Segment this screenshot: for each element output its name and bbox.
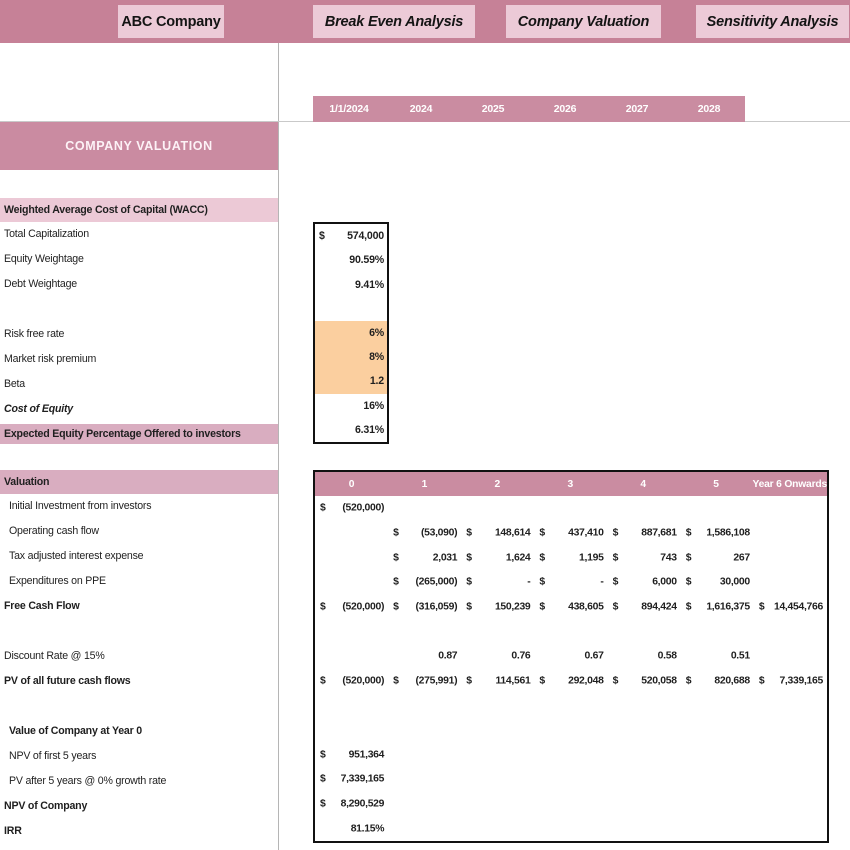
cell-value: 887,681 <box>641 527 677 539</box>
table-cell-empty[interactable] <box>608 693 681 718</box>
column-gridline <box>278 43 279 850</box>
row-label-expenditures-on-ppe: Expenditures on PPE <box>9 575 106 587</box>
tab-abc-company[interactable]: ABC Company <box>118 5 224 38</box>
table-cell-empty[interactable] <box>461 619 534 644</box>
table-cell[interactable] <box>315 496 388 521</box>
table-cell-empty[interactable] <box>754 718 827 743</box>
cell-value: (316,059) <box>415 601 458 613</box>
cell-value: 894,424 <box>641 601 677 613</box>
row-label-equity-weightage: Equity Weightage <box>4 253 84 265</box>
dollar-sign: $ <box>685 675 692 687</box>
dollar-sign: $ <box>685 552 692 564</box>
wacc-cell[interactable] <box>315 394 387 418</box>
cell-value: 267 <box>733 552 750 564</box>
table-row-pv-future-cash-flows <box>315 668 827 693</box>
table-cell[interactable] <box>461 668 534 693</box>
table-cell[interactable] <box>534 644 607 669</box>
row-label-free-cash-flow: Free Cash Flow <box>4 600 80 612</box>
wacc-value-box <box>313 222 389 444</box>
cell-value: 820,688 <box>714 675 750 687</box>
dollar-sign: $ <box>685 601 692 613</box>
table-cell-empty[interactable] <box>754 792 827 817</box>
cell-value: 438,605 <box>568 601 604 613</box>
table-cell-empty[interactable] <box>754 767 827 792</box>
table-cell-empty[interactable] <box>754 545 827 570</box>
table-cell-empty[interactable] <box>461 792 534 817</box>
dollar-sign: $ <box>539 601 545 613</box>
cell-value: 114,561 <box>495 675 531 687</box>
dollar-sign: $ <box>466 576 472 588</box>
dollar-sign: $ <box>612 552 619 564</box>
table-cell[interactable] <box>534 668 607 693</box>
table-cell[interactable] <box>608 668 681 693</box>
dollar-sign: $ <box>320 675 326 687</box>
blank-row <box>0 619 278 644</box>
table-cell-empty[interactable] <box>315 619 388 644</box>
table-cell[interactable] <box>754 668 827 693</box>
table-cell[interactable] <box>315 595 388 620</box>
tab-company-valuation[interactable]: Company Valuation <box>506 5 661 38</box>
year-header-cell[interactable]: 2025 <box>481 103 505 115</box>
tab-break-even-analysis[interactable]: Break Even Analysis <box>313 5 475 38</box>
dollar-sign: $ <box>320 798 326 810</box>
cell-value: 0.67 <box>584 650 604 662</box>
cell-value: (275,991) <box>415 675 458 687</box>
table-cell[interactable] <box>315 792 388 817</box>
table-row-free-cash-flow <box>315 595 827 620</box>
row-label-debt-weightage: Debt Weightage <box>4 278 77 290</box>
cell-value: 6.31% <box>354 423 384 436</box>
cell-value: 90.59% <box>349 254 384 267</box>
table-cell-empty[interactable] <box>315 521 388 546</box>
table-cell-empty[interactable] <box>388 693 461 718</box>
table-cell-empty[interactable] <box>681 792 754 817</box>
dollar-sign: $ <box>393 527 399 539</box>
table-cell-empty[interactable] <box>534 496 607 521</box>
table-cell[interactable] <box>681 521 754 546</box>
cell-value: 0.87 <box>438 650 458 662</box>
table-cell-empty[interactable] <box>681 742 754 767</box>
cell-value: 81.15% <box>350 823 385 835</box>
table-cell[interactable] <box>681 570 754 595</box>
table-cell-empty[interactable] <box>754 496 827 521</box>
table-cell[interactable] <box>461 545 534 570</box>
cell-value: (265,000) <box>415 576 458 588</box>
table-cell-empty[interactable] <box>608 742 681 767</box>
table-cell-empty[interactable] <box>608 816 681 841</box>
dollar-sign: $ <box>320 773 326 785</box>
table-header-cell: 5 <box>713 478 719 490</box>
row-label-npv-of-first-5-years: NPV of first 5 years <box>9 750 97 762</box>
blank-row <box>0 694 278 719</box>
table-cell-empty[interactable] <box>754 644 827 669</box>
table-cell-empty[interactable] <box>534 619 607 644</box>
cell-value: 14,454,766 <box>773 601 823 613</box>
table-header-cell: 1 <box>421 478 428 490</box>
dollar-sign: $ <box>612 527 619 539</box>
table-row-blank <box>315 718 827 743</box>
dollar-sign: $ <box>612 601 619 613</box>
table-cell[interactable] <box>681 668 754 693</box>
table-cell-empty[interactable] <box>608 767 681 792</box>
valuation-table <box>313 470 829 843</box>
table-cell[interactable] <box>388 570 461 595</box>
table-cell-empty[interactable] <box>315 718 388 743</box>
dollar-sign: $ <box>758 675 765 687</box>
cell-value: 1,616,375 <box>706 601 750 613</box>
table-cell-empty[interactable] <box>681 718 754 743</box>
table-row-discount-factor <box>315 644 827 669</box>
cell-value: 6% <box>369 326 384 339</box>
table-cell-empty[interactable] <box>388 792 461 817</box>
table-header-cell: 3 <box>567 478 573 490</box>
wacc-cell[interactable] <box>315 321 387 345</box>
section-header-weighted-average-cost-of-capital-wacc-: Weighted Average Cost of Capital (WACC) <box>0 198 278 222</box>
table-cell[interactable] <box>534 545 607 570</box>
cell-value: 7,339,165 <box>779 675 823 687</box>
dollar-sign: $ <box>466 527 472 539</box>
table-cell[interactable] <box>388 545 461 570</box>
table-cell[interactable] <box>608 595 681 620</box>
table-cell-empty[interactable] <box>534 792 607 817</box>
table-cell-empty[interactable] <box>388 742 461 767</box>
dollar-sign: $ <box>393 601 399 613</box>
dollar-sign: $ <box>320 749 326 761</box>
dollar-sign: $ <box>319 230 325 243</box>
table-row-blank <box>315 619 827 644</box>
dollar-sign: $ <box>685 527 692 539</box>
wacc-blank-cell[interactable] <box>315 297 387 321</box>
cell-value: 1,586,108 <box>706 527 750 539</box>
table-cell-empty[interactable] <box>315 545 388 570</box>
table-cell[interactable] <box>461 644 534 669</box>
table-cell-empty[interactable] <box>534 742 607 767</box>
table-row-pv-after-5-years <box>315 767 827 792</box>
table-cell[interactable] <box>315 742 388 767</box>
dollar-sign: $ <box>320 601 326 613</box>
table-cell-empty[interactable] <box>608 619 681 644</box>
cell-value: 9.41% <box>354 278 384 291</box>
cell-value: 292,048 <box>568 675 604 687</box>
table-cell[interactable] <box>754 595 827 620</box>
tab-sensitivity-analysis[interactable]: Sensitivity Analysis <box>696 5 849 38</box>
row-label-operating-cash-flow: Operating cash flow <box>9 525 99 537</box>
table-cell-empty[interactable] <box>461 693 534 718</box>
table-cell[interactable] <box>315 767 388 792</box>
dollar-sign: $ <box>539 576 545 588</box>
table-cell-empty[interactable] <box>534 767 607 792</box>
table-cell-empty[interactable] <box>608 792 681 817</box>
year-header-cell[interactable]: 1/1/2024 <box>329 103 369 115</box>
table-cell[interactable] <box>608 545 681 570</box>
table-cell-empty[interactable] <box>388 767 461 792</box>
dollar-sign: $ <box>320 502 326 514</box>
table-row-expenditures-ppe <box>315 570 827 595</box>
table-cell-empty[interactable] <box>754 570 827 595</box>
table-cell-empty[interactable] <box>388 718 461 743</box>
row-label-pv-after-5-years-0-growth-rate: PV after 5 years @ 0% growth rate <box>9 775 167 787</box>
sheet-tab-bar <box>0 0 850 43</box>
blank-row <box>0 297 278 322</box>
cell-value: 951,364 <box>348 749 385 761</box>
cell-value: 1,195 <box>579 552 604 564</box>
cell-value: (520,000) <box>342 601 385 613</box>
cell-value: 30,000 <box>719 576 750 588</box>
cell-value: 6,000 <box>652 576 677 588</box>
row-label-pv-of-all-future-cash-flows: PV of all future cash flows <box>4 675 131 687</box>
table-cell-empty[interactable] <box>608 496 681 521</box>
year-header-cell[interactable]: 2027 <box>625 103 649 115</box>
dollar-sign: $ <box>758 601 765 613</box>
table-cell[interactable] <box>534 570 607 595</box>
cell-value: 743 <box>660 552 677 564</box>
wacc-cell[interactable] <box>315 345 387 369</box>
table-cell-empty[interactable] <box>534 693 607 718</box>
table-cell[interactable] <box>681 545 754 570</box>
row-label-market-risk-premium: Market risk premium <box>4 353 97 365</box>
row-label-discount-rate-15-: Discount Rate @ 15% <box>4 650 105 662</box>
cell-value: - <box>527 576 531 588</box>
wacc-cell[interactable] <box>315 418 387 442</box>
dollar-sign: $ <box>466 552 472 564</box>
dollar-sign: $ <box>612 675 619 687</box>
dollar-sign: $ <box>612 576 619 588</box>
cell-value: 574,000 <box>347 230 384 243</box>
table-cell-empty[interactable] <box>681 816 754 841</box>
table-row-initial-investment <box>315 496 827 521</box>
table-cell[interactable] <box>608 570 681 595</box>
table-cell[interactable] <box>388 644 461 669</box>
row-label-npv-of-company: NPV of Company <box>4 800 88 812</box>
section-header-expected-equity-percentage-offered-to-in: Expected Equity Percentage Offered to investors <box>0 424 278 444</box>
table-cell-empty[interactable] <box>461 816 534 841</box>
table-cell-empty[interactable] <box>681 767 754 792</box>
row-label-tax-adjusted-interest-expense: Tax adjusted interest expense <box>9 550 144 562</box>
wacc-cell[interactable] <box>315 248 387 272</box>
table-row-operating-cash-flow <box>315 521 827 546</box>
table-cell[interactable] <box>534 521 607 546</box>
table-cell-empty[interactable] <box>608 718 681 743</box>
cell-value: 520,058 <box>641 675 677 687</box>
table-cell-empty[interactable] <box>754 816 827 841</box>
dollar-sign: $ <box>393 675 399 687</box>
table-cell[interactable] <box>608 644 681 669</box>
table-row-tax-adjusted-interest <box>315 545 827 570</box>
wacc-cell[interactable] <box>315 224 387 248</box>
table-cell-empty[interactable] <box>534 816 607 841</box>
table-cell-empty[interactable] <box>754 521 827 546</box>
table-cell-empty[interactable] <box>754 742 827 767</box>
row-label-risk-free-rate: Risk free rate <box>4 328 65 340</box>
table-header-cell: 0 <box>348 478 355 490</box>
table-cell[interactable] <box>315 816 388 841</box>
cell-value: 7,339,165 <box>340 773 385 785</box>
cell-value: 437,410 <box>568 527 604 539</box>
table-cell-empty[interactable] <box>681 496 754 521</box>
table-header-cell: Year 6 Onwards <box>752 478 827 490</box>
row-label-beta: Beta <box>4 378 25 390</box>
cell-value: 148,614 <box>494 527 531 539</box>
table-cell[interactable] <box>388 595 461 620</box>
table-cell[interactable] <box>608 521 681 546</box>
table-cell[interactable] <box>681 644 754 669</box>
dollar-sign: $ <box>466 601 472 613</box>
table-cell-empty[interactable] <box>461 496 534 521</box>
table-cell-empty[interactable] <box>315 693 388 718</box>
dollar-sign: $ <box>393 576 399 588</box>
table-header-cell: 4 <box>640 478 646 490</box>
cell-value: 0.58 <box>657 650 677 662</box>
table-cell-empty[interactable] <box>754 619 827 644</box>
row-label-value-of-company-at-year-0: Value of Company at Year 0 <box>9 725 142 737</box>
cell-value: 0.51 <box>730 650 750 662</box>
table-cell[interactable] <box>461 595 534 620</box>
cell-value: (520,000) <box>342 675 385 687</box>
dollar-sign: $ <box>685 576 692 588</box>
cell-value: 8,290,529 <box>340 798 385 810</box>
table-row-npv-of-company <box>315 792 827 817</box>
row-label-total-capitalization: Total Capitalization <box>4 228 89 240</box>
table-cell-empty[interactable] <box>315 570 388 595</box>
cell-value: 8% <box>369 351 384 364</box>
cell-value: (53,090) <box>420 527 458 539</box>
table-cell[interactable] <box>388 668 461 693</box>
year-header-cell[interactable]: 2028 <box>697 103 721 115</box>
table-cell-empty[interactable] <box>461 742 534 767</box>
cell-value: - <box>600 576 604 588</box>
cell-value: 150,239 <box>494 601 531 613</box>
table-header-cell: 2 <box>494 478 501 490</box>
table-cell-empty[interactable] <box>681 619 754 644</box>
year-header-cell[interactable]: 2024 <box>409 103 433 115</box>
year-header-row <box>313 96 745 122</box>
table-cell[interactable] <box>461 570 534 595</box>
table-cell-empty[interactable] <box>461 767 534 792</box>
table-row-npv-first-5-years <box>315 742 827 767</box>
cell-value: (520,000) <box>342 502 385 514</box>
dollar-sign: $ <box>393 552 399 564</box>
table-cell[interactable] <box>461 521 534 546</box>
table-cell-empty[interactable] <box>681 693 754 718</box>
row-label-column <box>0 198 278 844</box>
table-row-irr <box>315 816 827 841</box>
row-label-cost-of-equity: Cost of Equity <box>4 403 73 415</box>
table-cell[interactable] <box>681 595 754 620</box>
year-header-cell[interactable]: 2026 <box>553 103 577 115</box>
cell-value: 1.2 <box>369 375 384 388</box>
cell-value: 1,624 <box>505 552 531 564</box>
table-cell-empty[interactable] <box>388 496 461 521</box>
cell-value: 16% <box>363 399 384 412</box>
row-label-initial-investment-from-investors: Initial Investment from investors <box>9 500 152 512</box>
row-label-irr: IRR <box>4 825 22 837</box>
table-row-blank <box>315 693 827 718</box>
table-cell-empty[interactable] <box>388 816 461 841</box>
table-cell[interactable] <box>388 521 461 546</box>
dollar-sign: $ <box>539 552 545 564</box>
page-title: COMPANY VALUATION <box>0 122 278 170</box>
cell-value: 0.76 <box>511 650 531 662</box>
dollar-sign: $ <box>466 675 472 687</box>
table-cell[interactable] <box>534 595 607 620</box>
wacc-cell[interactable] <box>315 272 387 296</box>
section-header-valuation: Valuation <box>0 470 278 494</box>
dollar-sign: $ <box>539 675 545 687</box>
table-cell-empty[interactable] <box>315 644 388 669</box>
table-cell-empty[interactable] <box>388 619 461 644</box>
table-cell-empty[interactable] <box>461 718 534 743</box>
table-cell-empty[interactable] <box>754 693 827 718</box>
cell-value: 2,031 <box>432 552 458 564</box>
dollar-sign: $ <box>539 527 545 539</box>
table-cell-empty[interactable] <box>534 718 607 743</box>
wacc-cell[interactable] <box>315 369 387 393</box>
table-cell[interactable] <box>315 668 388 693</box>
valuation-table-header <box>315 472 827 496</box>
